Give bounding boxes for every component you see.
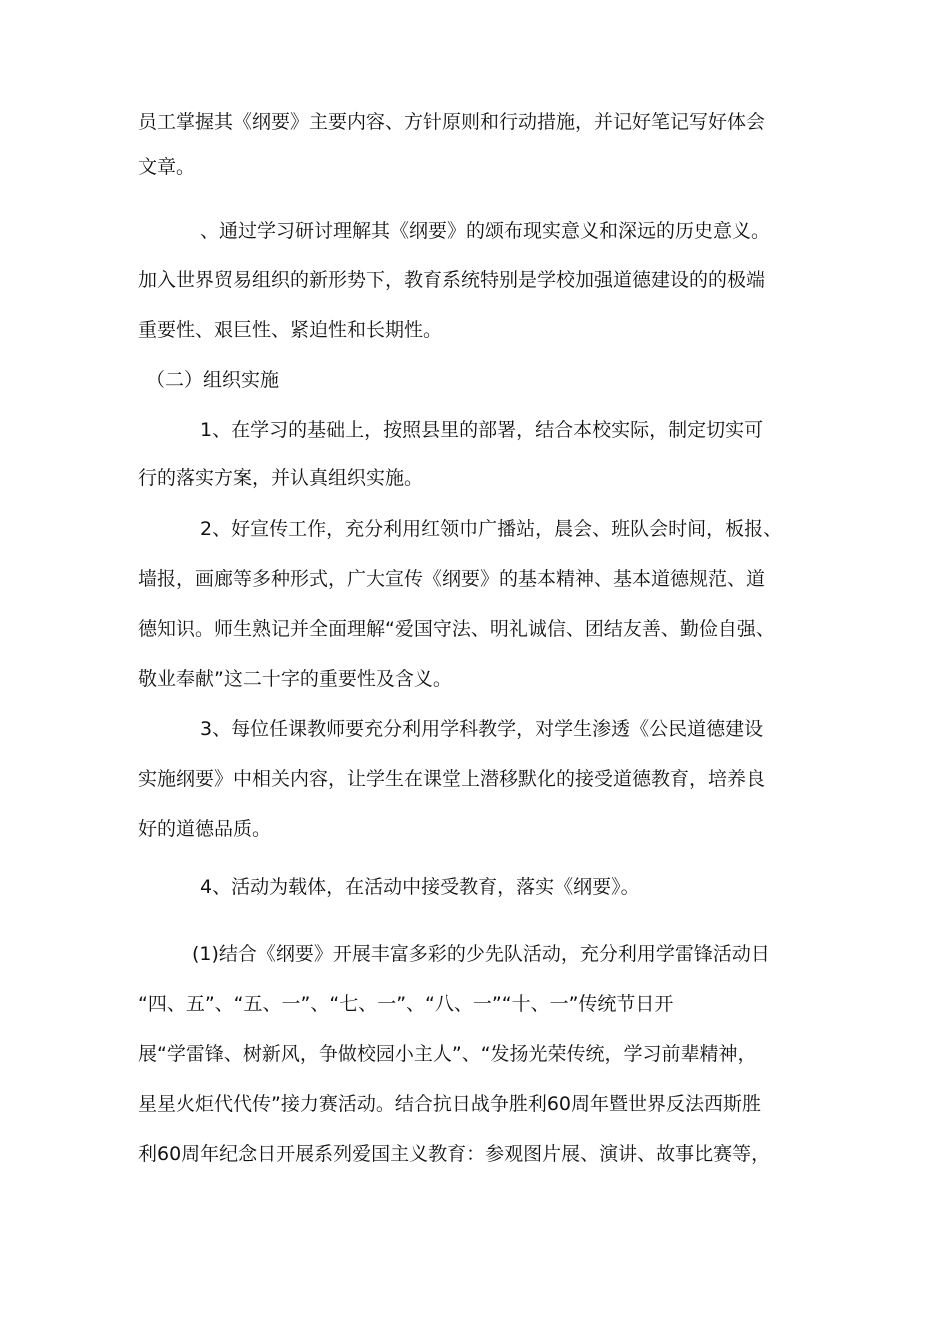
text-line-4: 加入世界贸易组织的新形势下，教育系统特别是学校加强道德建设的的极端 (138, 269, 766, 291)
text-line-12: 敬业奉献”这二十字的重要性及含义。 (138, 668, 452, 690)
text-line-2: 文章。 (138, 156, 196, 178)
section-heading: （二）组织实施 (146, 369, 280, 391)
text-line-18: “四、五”、“五、一”、“七、一”、“八、一”“十、一”传统节日开 (138, 993, 674, 1015)
text-line-14: 实施纲要》中相关内容，让学生在课堂上潜移默化的接受道德教育，培养良 (138, 768, 766, 790)
text-line-9: 2、好宣传工作，充分利用红领巾广播站，晨会、班队会时间，板报、 (200, 518, 783, 540)
text-line-5: 重要性、艰巨性、紧迫性和长期性。 (138, 319, 443, 341)
text-line-10: 墙报，画廊等多种形式，广大宣传《纲要》的基本精神、基本道德规范、道 (138, 568, 766, 590)
text-line-13: 3、每位任课教师要充分利用学科教学，对学生渗透《公民道德建设 (200, 718, 764, 740)
text-line-19: 展“学雷锋、树新风，争做校园小主人”、“发扬光荣传统，学习前辈精神， (138, 1043, 757, 1065)
text-line-21: 利60周年纪念日开展系列爱国主义教育：参观图片展、演讲、故事比赛等， (138, 1143, 771, 1165)
text-line-8: 行的落实方案，并认真组织实施。 (138, 467, 424, 489)
text-line-7: 1、在学习的基础上，按照县里的部署，结合本校实际，制定切实可 (200, 419, 764, 441)
text-line-1: 员工掌握其《纲要》主要内容、方针原则和行动措施，并记好笔记写好体会 (138, 111, 766, 133)
text-line-16: 4、活动为载体，在活动中接受教育，落实《纲要》。 (200, 876, 640, 898)
text-line-11: 德知识。师生熟记并全面理解“爱国守法、明礼诚信、团结友善、勤俭自强、 (138, 618, 775, 640)
text-line-3: 、通过学习研讨理解其《纲要》的颂布现实意义和深远的历史意义。 (200, 220, 771, 242)
text-line-15: 好的道德品质。 (138, 818, 272, 840)
text-line-17: (1)结合《纲要》开展丰富多彩的少先队活动，充分利用学雷锋活动日 (192, 943, 770, 965)
text-line-20: 星星火炬代代传”接力赛活动。结合抗日战争胜利60周年暨世界反法西斯胜 (138, 1093, 762, 1115)
